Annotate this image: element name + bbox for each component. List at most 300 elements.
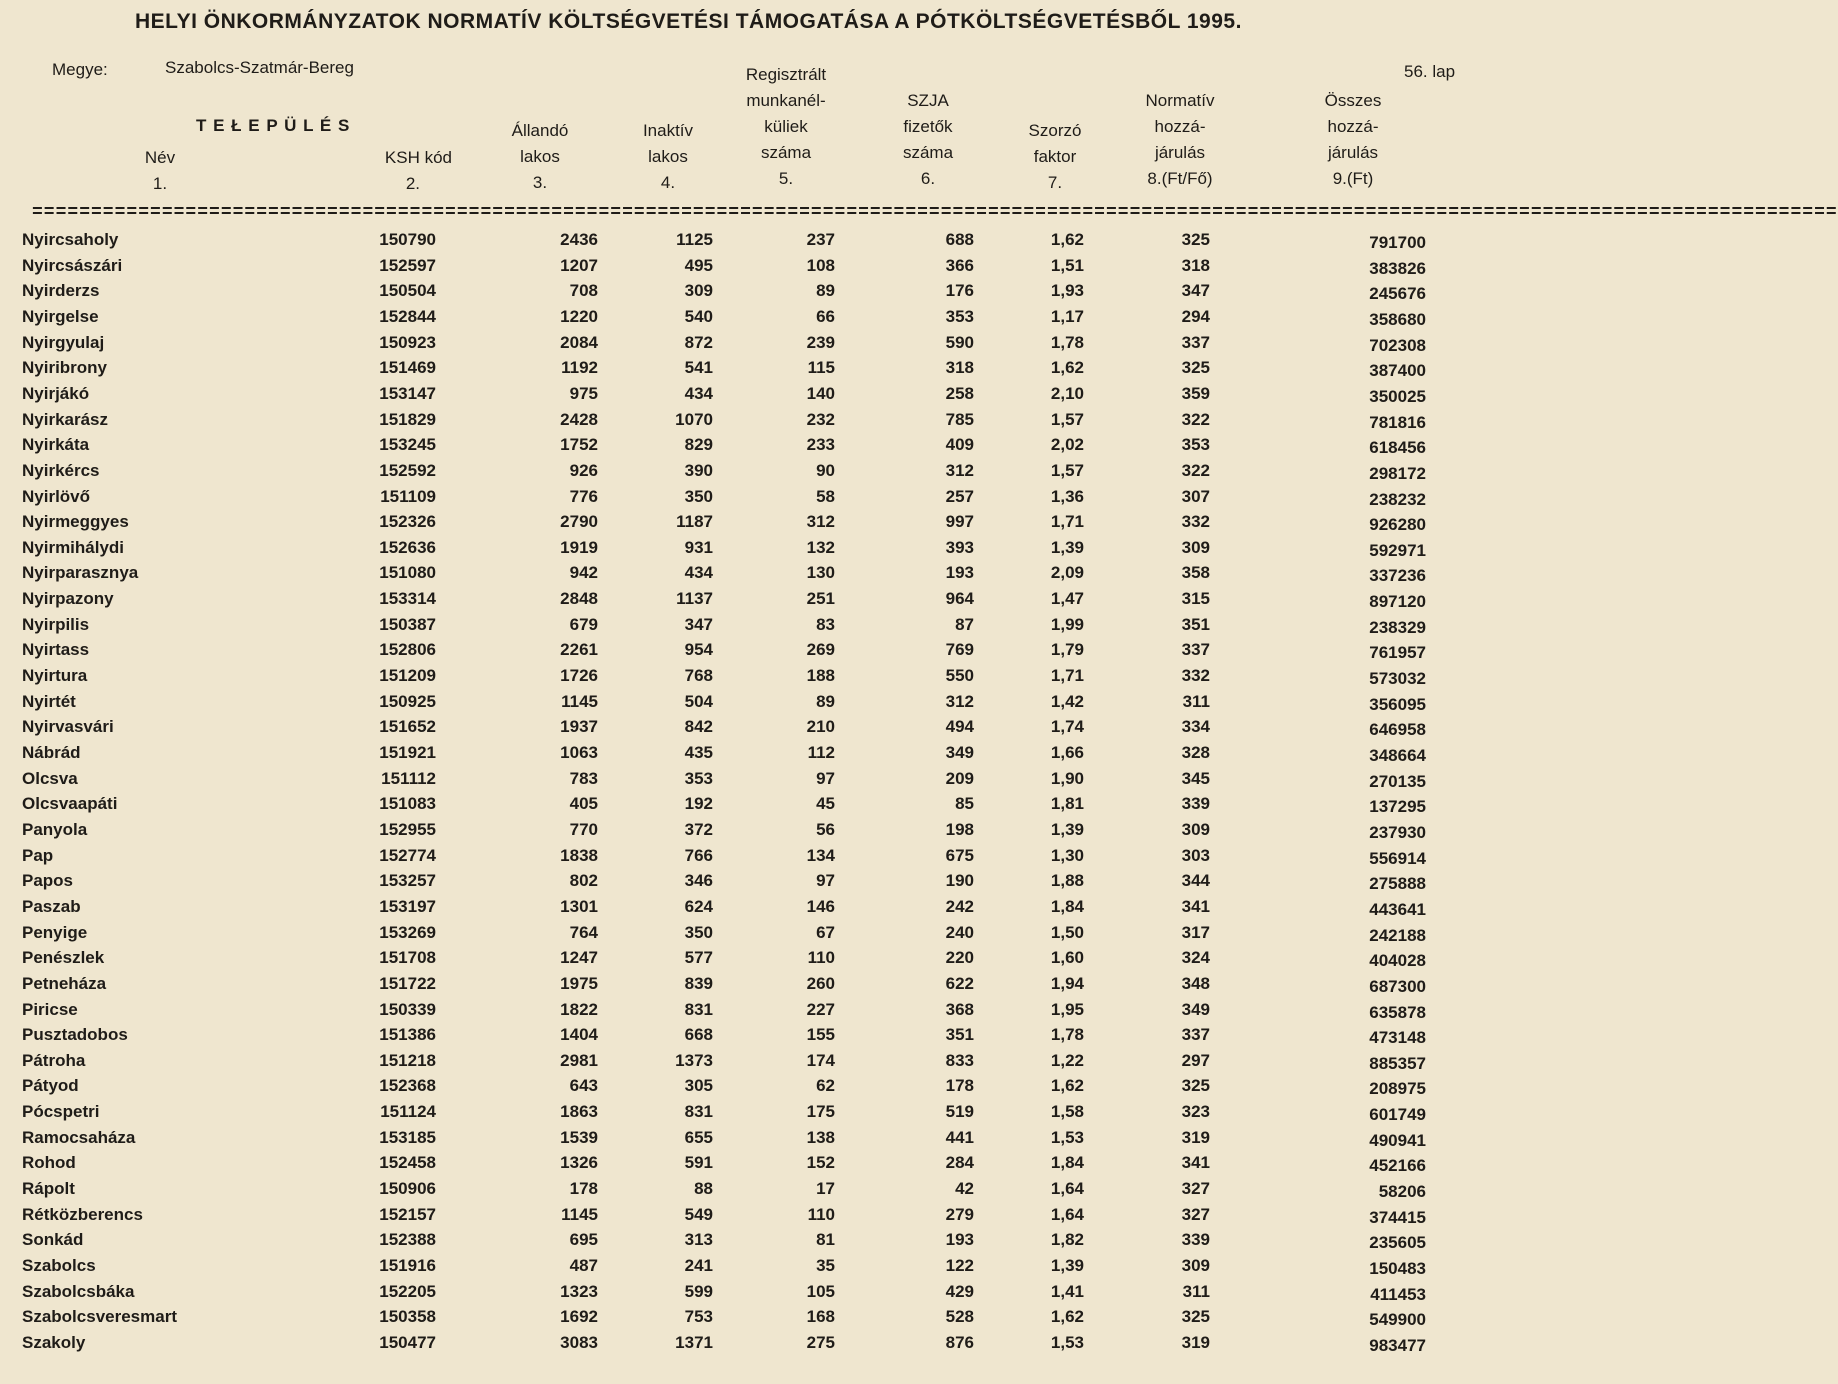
cell-inaktiv: 1137 (676, 589, 713, 609)
cell-normativ: 319 (1181, 1127, 1210, 1147)
cell-normativ: 324 (1181, 948, 1210, 968)
table-row (0, 640, 1545, 665)
cell-inaktiv: 346 (684, 871, 713, 891)
cell-nev: Pap (22, 845, 54, 865)
cell-inaktiv: 829 (684, 435, 713, 455)
cell-szja: 279 (945, 1204, 974, 1224)
cell-allando: 1063 (560, 743, 598, 762)
table-row (0, 589, 1545, 614)
cell-szja: 441 (945, 1127, 974, 1147)
cell-inaktiv: 766 (684, 845, 713, 865)
table-row (0, 435, 1545, 460)
header-telepules: T E Ł E P Ü L É S (196, 116, 351, 135)
cell-allando: 2261 (560, 640, 598, 660)
cell-ksh: 151112 (381, 768, 436, 788)
table-row (0, 743, 1545, 768)
table-row (0, 1333, 1545, 1358)
cell-munkanelkuli: 97 (816, 871, 835, 891)
cell-szorzo: 1,62 (1050, 1307, 1084, 1327)
cell-munkanelkuli: 233 (806, 435, 835, 455)
cell-munkanelkuli: 132 (806, 537, 835, 557)
cell-munkanelkuli: 56 (816, 819, 835, 839)
cell-nev: Nyirkáta (22, 435, 90, 455)
cell-szja: 964 (945, 589, 974, 609)
cell-szja: 349 (945, 743, 974, 762)
cell-normativ: 322 (1181, 409, 1210, 429)
cell-munkanelkuli: 239 (806, 332, 835, 352)
cell-allando: 405 (569, 794, 598, 814)
cell-szja: 190 (945, 871, 974, 891)
cell-munkanelkuli: 105 (806, 1281, 835, 1301)
cell-szorzo: 2,02 (1050, 435, 1084, 455)
cell-normativ: 345 (1181, 768, 1210, 788)
cell-szja: 785 (945, 409, 974, 429)
cell-normativ: 297 (1181, 1050, 1210, 1070)
cell-normativ: 339 (1181, 794, 1210, 814)
cell-szja: 220 (945, 948, 974, 968)
cell-munkanelkuli: 89 (816, 281, 835, 301)
cell-inaktiv: 831 (684, 999, 713, 1019)
cell-nev: Olcsvaapáti (22, 794, 118, 814)
cell-normativ: 359 (1181, 383, 1210, 403)
cell-munkanelkuli: 146 (806, 896, 835, 916)
cell-allando: 926 (569, 460, 598, 480)
cell-osszes: 298172 (1369, 463, 1426, 483)
cell-munkanelkuli: 81 (816, 1230, 835, 1250)
cell-allando: 679 (569, 614, 598, 634)
table-row (0, 410, 1545, 435)
cell-munkanelkuli: 108 (806, 255, 835, 275)
cell-allando: 1539 (560, 1127, 598, 1147)
cell-allando: 2848 (560, 589, 598, 609)
cell-nev: Sonkád (22, 1230, 84, 1250)
cell-munkanelkuli: 58 (816, 486, 835, 506)
table-row (0, 769, 1545, 794)
table-row (0, 923, 1545, 948)
cell-normativ: 303 (1181, 845, 1210, 865)
cell-munkanelkuli: 89 (816, 691, 835, 711)
cell-szja: 833 (945, 1050, 974, 1070)
table-row (0, 538, 1545, 563)
cell-szorzo: 1,90 (1050, 768, 1084, 788)
cell-szorzo: 1,58 (1050, 1102, 1084, 1122)
cell-allando: 1692 (560, 1307, 598, 1327)
table-row (0, 615, 1545, 640)
cell-szorzo: 1,62 (1050, 358, 1084, 378)
cell-allando: 1247 (560, 948, 598, 968)
cell-allando: 975 (569, 383, 598, 403)
cell-ksh: 151209 (379, 666, 436, 686)
cell-osszes: 245676 (1369, 284, 1426, 304)
cell-inaktiv: 954 (684, 640, 713, 660)
table-row (0, 974, 1545, 999)
cell-szorzo: 1,78 (1050, 332, 1084, 352)
county-label: Megye: (52, 60, 108, 79)
cell-ksh: 153257 (379, 871, 436, 891)
cell-normativ: 322 (1181, 460, 1210, 480)
cell-ksh: 153185 (379, 1127, 436, 1147)
table-row (0, 1179, 1545, 1204)
cell-osszes: 58206 (1378, 1182, 1426, 1202)
cell-normativ: 344 (1181, 871, 1210, 891)
cell-osszes: 687300 (1369, 976, 1426, 996)
cell-normativ: 332 (1181, 666, 1210, 686)
cell-szja: 312 (945, 460, 974, 480)
cell-inaktiv: 753 (684, 1307, 713, 1327)
cell-inaktiv: 350 (684, 922, 713, 942)
cell-munkanelkuli: 312 (806, 512, 835, 532)
cell-ksh: 150504 (379, 281, 436, 301)
cell-inaktiv: 1070 (675, 409, 713, 429)
cell-osszes: 592971 (1369, 540, 1426, 560)
cell-szja: 284 (945, 1153, 974, 1173)
cell-szja: 622 (945, 973, 974, 993)
cell-nev: Penészlek (22, 948, 105, 968)
cell-osszes: 646958 (1369, 720, 1426, 740)
cell-nev: Nyirtét (22, 691, 76, 711)
cell-munkanelkuli: 97 (816, 768, 835, 788)
cell-nev: Nyirjákó (22, 383, 90, 403)
table-row (0, 820, 1545, 845)
cell-szorzo: 1,64 (1050, 1179, 1084, 1199)
cell-allando: 1726 (560, 666, 598, 686)
header-normativ: Normatív hozzá- járulás 8.(Ft/Fő) (1145, 91, 1215, 188)
cell-inaktiv: 305 (684, 1076, 713, 1096)
cell-osszes: 387400 (1369, 361, 1426, 381)
cell-munkanelkuli: 260 (806, 973, 835, 993)
header-allando: Állandó lakos 3. (511, 121, 569, 192)
cell-normativ: 318 (1181, 255, 1210, 275)
cell-nev: Nyirvasvári (22, 717, 114, 737)
table-row (0, 794, 1545, 819)
cell-inaktiv: 624 (684, 896, 713, 916)
cell-ksh: 152774 (379, 845, 436, 865)
cell-osszes: 374415 (1369, 1207, 1426, 1227)
table-row (0, 1282, 1545, 1307)
cell-szja: 242 (945, 896, 974, 916)
cell-szja: 87 (955, 614, 974, 634)
cell-szja: 590 (945, 332, 974, 352)
cell-normativ: 337 (1181, 1025, 1210, 1045)
cell-osszes: 208975 (1369, 1079, 1426, 1099)
cell-ksh: 151218 (379, 1050, 436, 1070)
header-osszes: Összes hozzá- járulás 9.(Ft) (1324, 91, 1382, 188)
table-row (0, 871, 1545, 896)
cell-ksh: 152458 (379, 1153, 436, 1173)
cell-nev: Nyircsászári (22, 255, 123, 275)
cell-allando: 776 (569, 486, 598, 506)
cell-szja: 198 (945, 819, 974, 839)
cell-ksh: 152368 (379, 1076, 436, 1096)
cell-osszes: 926280 (1369, 515, 1426, 535)
table-row (0, 358, 1545, 383)
cell-nev: Pócspetri (22, 1102, 100, 1122)
cell-szja: 675 (945, 845, 974, 865)
cell-inaktiv: 872 (684, 332, 713, 352)
cell-ksh: 152388 (379, 1230, 436, 1250)
cell-nev: Szabolcsbáka (22, 1281, 135, 1301)
cell-munkanelkuli: 66 (816, 306, 835, 326)
table-row (0, 717, 1545, 742)
cell-ksh: 151124 (380, 1102, 436, 1122)
cell-osszes: 897120 (1369, 592, 1426, 612)
cell-inaktiv: 241 (684, 1256, 713, 1275)
cell-inaktiv: 504 (684, 691, 713, 711)
cell-szorzo: 1,53 (1050, 1332, 1084, 1352)
table-row (0, 1153, 1545, 1178)
cell-ksh: 152326 (379, 512, 436, 532)
cell-normativ: 317 (1181, 922, 1210, 942)
table-row (0, 1000, 1545, 1025)
cell-szorzo: 1,42 (1050, 691, 1084, 711)
cell-nev: Szabolcs (22, 1256, 96, 1275)
cell-nev: Nyiribrony (22, 358, 108, 378)
table-row (0, 1102, 1545, 1127)
cell-normativ: 311 (1182, 691, 1210, 711)
cell-szorzo: 1,88 (1050, 871, 1084, 891)
cell-inaktiv: 1371 (675, 1332, 713, 1352)
cell-osszes: 761957 (1369, 643, 1426, 663)
cell-szorzo: 1,57 (1050, 409, 1084, 429)
cell-osszes: 549900 (1369, 1310, 1426, 1330)
table-row (0, 897, 1545, 922)
cell-inaktiv: 549 (684, 1204, 713, 1224)
cell-szorzo: 1,53 (1050, 1127, 1084, 1147)
cell-osszes: 452166 (1369, 1156, 1426, 1176)
cell-ksh: 151083 (379, 794, 436, 814)
cell-osszes: 885357 (1369, 1053, 1426, 1073)
cell-osszes: 270135 (1369, 771, 1426, 791)
cell-normativ: 337 (1181, 640, 1210, 660)
cell-osszes: 556914 (1369, 848, 1426, 868)
cell-szorzo: 1,57 (1050, 460, 1084, 480)
table-row (0, 846, 1545, 871)
cell-osszes: 150483 (1369, 1259, 1426, 1278)
cell-ksh: 150477 (379, 1332, 436, 1352)
cell-szorzo: 1,78 (1050, 1025, 1084, 1045)
cell-osszes: 242188 (1369, 925, 1426, 945)
cell-normativ: 309 (1181, 819, 1210, 839)
cell-normativ: 311 (1182, 1281, 1210, 1301)
cell-osszes: 702308 (1369, 335, 1426, 355)
cell-osszes: 404028 (1369, 951, 1426, 971)
cell-szorzo: 1,66 (1050, 743, 1084, 762)
cell-allando: 764 (569, 922, 598, 942)
cell-szorzo: 1,71 (1050, 666, 1084, 686)
cell-inaktiv: 591 (684, 1153, 713, 1173)
cell-normativ: 358 (1181, 563, 1210, 583)
cell-nev: Nábrád (22, 743, 81, 762)
cell-szorzo: 2,09 (1050, 563, 1084, 583)
cell-szja: 688 (945, 230, 974, 249)
cell-szja: 176 (945, 281, 974, 301)
cell-szorzo: 1,74 (1050, 717, 1084, 737)
cell-szja: 368 (945, 999, 974, 1019)
cell-ksh: 151829 (379, 409, 436, 429)
cell-szorzo: 1,84 (1050, 1153, 1084, 1173)
cell-osszes: 791700 (1369, 233, 1426, 252)
cell-nev: Paszab (22, 896, 81, 916)
cell-allando: 1975 (560, 973, 598, 993)
cell-szorzo: 1,95 (1050, 999, 1084, 1019)
cell-munkanelkuli: 138 (806, 1127, 835, 1147)
table-row (0, 1256, 1545, 1281)
cell-szorzo: 1,82 (1050, 1230, 1084, 1250)
cell-szorzo: 1,62 (1050, 1076, 1084, 1096)
cell-normativ: 334 (1181, 717, 1210, 737)
cell-nev: Szakoly (22, 1332, 86, 1352)
cell-nev: Petneháza (22, 973, 107, 993)
cell-szja: 312 (945, 691, 974, 711)
cell-nev: Nyirmeggyes (22, 512, 129, 532)
cell-ksh: 151708 (379, 948, 436, 968)
document-title: HELYI ÖNKORMÁNYZATOK NORMATÍV KÖLTSÉGVETÉSI TÁMOGATÁSA A PÓTKÖLTSÉGVETÉSBŐL 1995. (135, 10, 1242, 33)
cell-osszes: 238329 (1369, 617, 1426, 637)
cell-inaktiv: 842 (684, 717, 713, 737)
cell-normativ: 325 (1181, 1307, 1210, 1327)
cell-munkanelkuli: 67 (816, 922, 835, 942)
cell-allando: 1404 (560, 1025, 598, 1045)
cell-munkanelkuli: 115 (807, 358, 835, 378)
cell-nev: Ramocsaháza (22, 1127, 136, 1147)
cell-szorzo: 1,36 (1050, 486, 1084, 506)
cell-inaktiv: 540 (684, 306, 713, 326)
cell-normativ: 327 (1181, 1179, 1210, 1199)
cell-allando: 1919 (560, 537, 598, 557)
cell-szja: 122 (945, 1256, 974, 1275)
cell-nev: Nyirlövő (22, 486, 91, 506)
cell-munkanelkuli: 152 (806, 1153, 835, 1173)
cell-szja: 876 (945, 1332, 974, 1352)
cell-munkanelkuli: 130 (806, 563, 835, 583)
cell-munkanelkuli: 168 (806, 1307, 835, 1327)
cell-inaktiv: 313 (684, 1230, 713, 1250)
cell-normativ: 325 (1181, 358, 1210, 378)
cell-osszes: 473148 (1369, 1028, 1426, 1048)
cell-nev: Nyirparasznya (22, 563, 139, 583)
cell-munkanelkuli: 275 (806, 1332, 835, 1352)
cell-inaktiv: 347 (684, 614, 713, 634)
cell-szorzo: 1,41 (1050, 1281, 1084, 1301)
table-row (0, 1230, 1545, 1255)
header-nev: Név 1. (144, 148, 176, 193)
cell-osszes: 356095 (1369, 694, 1426, 714)
cell-allando: 487 (569, 1256, 598, 1275)
cell-ksh: 151080 (379, 563, 436, 583)
cell-nev: Olcsva (22, 768, 78, 788)
cell-ksh: 150358 (379, 1307, 436, 1327)
table-row (0, 230, 1545, 255)
cell-inaktiv: 434 (684, 563, 713, 583)
cell-nev: Penyige (22, 922, 88, 942)
cell-szorzo: 1,84 (1050, 896, 1084, 916)
cell-allando: 2428 (560, 409, 598, 429)
cell-normativ: 337 (1181, 332, 1210, 352)
cell-ksh: 151386 (379, 1025, 436, 1045)
cell-munkanelkuli: 35 (816, 1256, 835, 1275)
cell-nev: Pátyod (22, 1076, 79, 1096)
cell-ksh: 152636 (379, 537, 436, 557)
cell-munkanelkuli: 232 (806, 409, 835, 429)
cell-inaktiv: 931 (684, 537, 713, 557)
cell-szorzo: 1,99 (1050, 614, 1084, 634)
cell-ksh: 151916 (379, 1256, 436, 1275)
cell-szja: 351 (945, 1025, 974, 1045)
cell-allando: 1822 (560, 999, 598, 1019)
cell-normativ: 353 (1181, 435, 1210, 455)
cell-munkanelkuli: 175 (806, 1102, 835, 1122)
cell-szja: 318 (945, 358, 974, 378)
cell-normativ: 332 (1181, 512, 1210, 532)
cell-munkanelkuli: 155 (806, 1025, 835, 1045)
cell-szorzo: 1,30 (1050, 845, 1084, 865)
cell-allando: 1326 (560, 1153, 598, 1173)
cell-allando: 1192 (561, 358, 598, 378)
cell-ksh: 153314 (379, 589, 436, 609)
cell-szja: 240 (945, 922, 974, 942)
cell-szja: 258 (945, 383, 974, 403)
cell-inaktiv: 831 (684, 1102, 713, 1122)
cell-allando: 2790 (560, 512, 598, 532)
cell-normativ: 341 (1181, 1153, 1210, 1173)
cell-szorzo: 1,51 (1050, 255, 1084, 275)
cell-szja: 519 (945, 1102, 974, 1122)
cell-nev: Nyirgelse (22, 306, 99, 326)
cell-szja: 429 (945, 1281, 974, 1301)
cell-ksh: 153147 (379, 383, 436, 403)
table-row (0, 487, 1545, 512)
cell-nev: Panyola (22, 819, 88, 839)
cell-ksh: 152844 (379, 306, 436, 326)
cell-szja: 193 (945, 1230, 974, 1250)
cell-ksh: 152955 (379, 819, 436, 839)
table-row (0, 1025, 1545, 1050)
cell-normativ: 351 (1181, 614, 1210, 634)
cell-ksh: 151722 (379, 973, 436, 993)
cell-munkanelkuli: 174 (806, 1050, 835, 1070)
table-row (0, 1076, 1545, 1101)
cell-nev: Nyircsaholy (22, 230, 119, 249)
cell-allando: 1145 (561, 1204, 598, 1224)
header-ksh: KSH kód 2. (384, 148, 452, 193)
cell-szorzo: 1,39 (1050, 1256, 1084, 1275)
cell-osszes: 443641 (1369, 899, 1426, 919)
cell-normativ: 339 (1181, 1230, 1210, 1250)
header-munkanelkuli: Regisztrált munkanél- küliek száma 5. (745, 65, 827, 188)
cell-ksh: 151921 (379, 743, 436, 762)
cell-osszes: 573032 (1369, 669, 1426, 689)
cell-normativ: 349 (1181, 999, 1210, 1019)
cell-inaktiv: 541 (684, 358, 713, 378)
cell-inaktiv: 309 (684, 281, 713, 301)
cell-normativ: 307 (1181, 486, 1210, 506)
cell-szorzo: 1,17 (1050, 306, 1084, 326)
table-row (0, 461, 1545, 486)
cell-ksh: 150906 (379, 1179, 436, 1199)
cell-normativ: 294 (1181, 306, 1210, 326)
cell-munkanelkuli: 17 (816, 1179, 835, 1199)
cell-allando: 1863 (560, 1102, 598, 1122)
header-separator: ========================================================================================================================================================= (32, 203, 1838, 223)
cell-nev: Nyirderzs (22, 281, 100, 301)
cell-inaktiv: 655 (684, 1127, 713, 1147)
cell-osszes: 348664 (1369, 746, 1426, 765)
cell-osszes: 337236 (1369, 566, 1426, 586)
cell-allando: 783 (569, 768, 598, 788)
cell-allando: 708 (569, 281, 598, 301)
cell-osszes: 635878 (1369, 1002, 1426, 1022)
cell-osszes: 618456 (1369, 438, 1426, 458)
